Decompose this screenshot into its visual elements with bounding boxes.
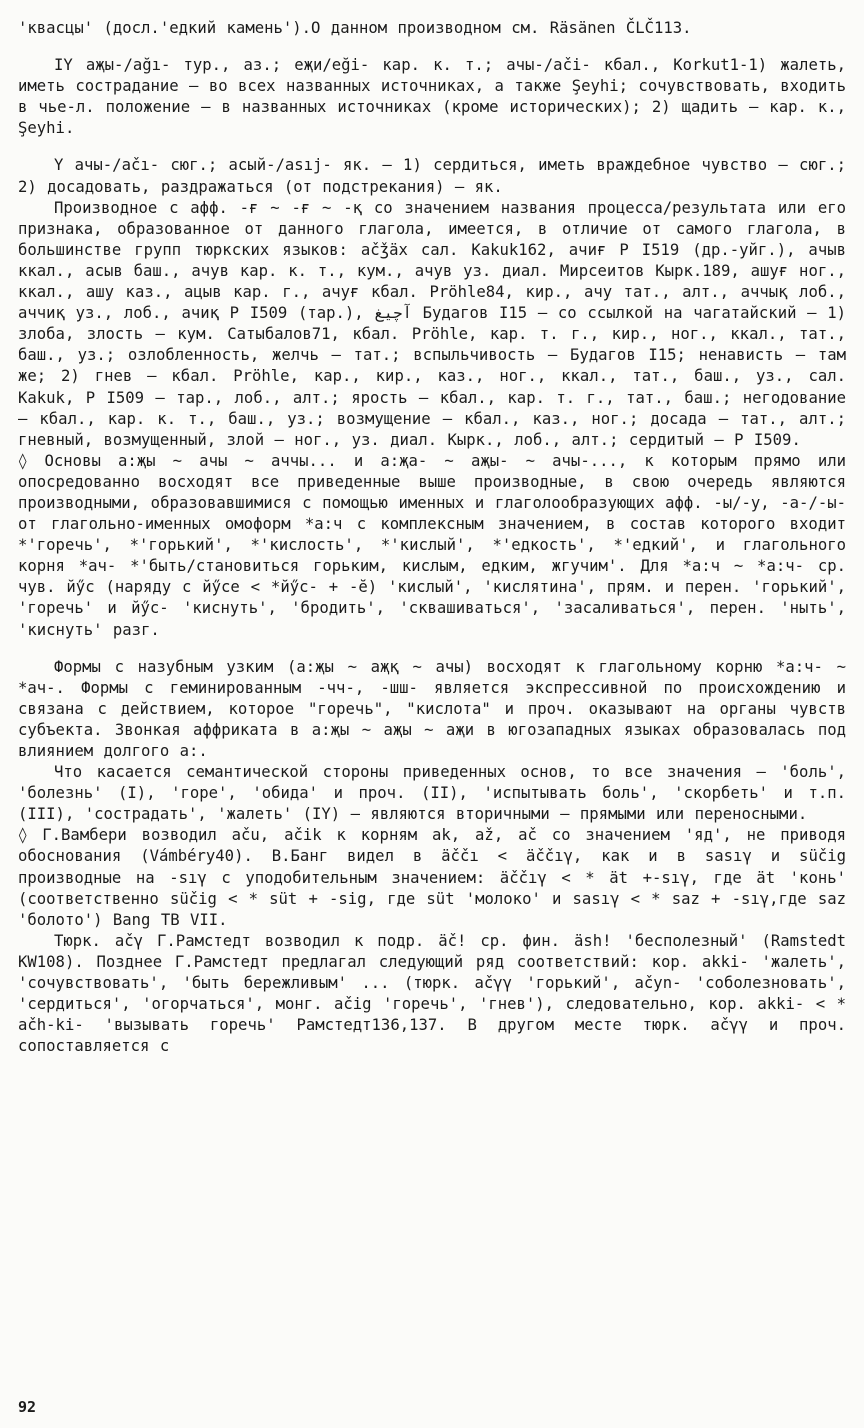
document-body — [18, 18, 846, 1057]
paragraph: Тюрк. ačγ Г.Рамстедт возводил к подр. äč! ср. фин. äsh! 'бесполезный' (Ramstedt KW108). Позднее Г.Рамстедт предлагал следующий ряд соответствий: кор. akki- 'жалеть', 'сочувствовать', 'быть бережливым' ... (тюрк. ačγγ 'горький', ačyn- 'соболезновать', 'сердиться', 'огорчаться', монг. ačig 'горечь', 'гнев'), следовательно, кор. akki- < * ačh-ki- 'вызывать горечь' Рамстедт136,137. В другом месте тюрк. ačγγ и проч. сопоставляется с — [18, 931, 846, 1056]
paragraph: Формы с назубным узким (а:җы ~ аҗқ ~ ачы) восходят к глагольному корню *а:ч- ~ *ач-. Формы с геминированным -чч-, -шш- является экспрессивной по происхождению и связана с действием, которое "горечь", "кислота" и проч. оказывают на органы чувств субъекта. Звонкая аффриката в а:җы ~ аҗы ~ аҗи в югозападных языках образовалась под влиянием долгого а:. — [18, 657, 846, 760]
paragraph: ◊ Основы а:җы ~ ачы ~ аччы... и а:җа- ~ аҗы- ~ ачы-..., к которым прямо или опосредованно восходят все приведенные выше производные, в свою очередь являются производными, образовавшимися с помощью именных и глаголообразующих афф. -ы/-у, -а-/-ы- от глагольно-именных омоформ *а:ч с комплексным значением, в состав которого входит *'горечь', *'горький', *'кислость', *'кислый', *'едкость', *'едкий', и глагольного корня *ач- *'быть/становиться горьким, кислым, едким, жгучим'. Для *а:ч ~ *а:ч- ср. чув. йӳс (наряду с йӳсе < *йӳс- + -ӗ) 'кислый', 'кислятина', прям. и перен. 'горький', 'горечь' и йӳс- 'киснуть', 'бродить', 'сквашиваться', 'засаливаться', перен. 'ныть', 'киснуть' разг. — [18, 451, 846, 639]
paragraph: Что касается семантической стороны приведенных основ, то все значения – 'боль', 'болезнь' (I), 'горе', 'обида' и проч. (II), 'испытывать боль', 'скорбеть' и т.п. (III), 'сострадать', 'жалеть' (IY) – являются вторичными – прямыми или переносными. — [18, 763, 846, 824]
paragraph: ◊ Г.Вамбери возводил aču, ačik к корням ak, až, ač со значением 'яд', не приводя обоснования (Vámbéry40). В.Банг видел в äččı < äččıγ, как и в sasıγ и süčig производные на -sıγ с уподобительным значением: äččıγ < * ät +-sıγ, где ät 'конь' (соответственно süčig < * süt + -sig, где süt 'молоко' и sasıγ < * saz + -sıγ,где saz 'болото') Bang TB VII. — [18, 826, 846, 929]
page-number: 92 — [18, 1398, 37, 1416]
paragraph: Y ачы-/ačı- сюг.; асый-/asıj- як. – 1) сердиться, иметь враждебное чувство – сюг.; 2) досадовать, раздражаться (от подстрекания) – як. — [18, 156, 846, 196]
paragraph: 'квасцы' (досл.'едкий камень').О данном производном см. Räsänen ČLČ113. — [18, 19, 692, 37]
paragraph: IY аҗы-/ağı- тур., аз.; еҗи/eği- кар. к. т.; ачы-/ači- кбал., Korkut1-1) жалеть, иметь сострадание – во всех названных источниках, а также Şeyhi; сочувствовать, входить в чье-л. положение – в названных источниках (кроме исторических); 2) щадить – кар. к., Şeyhi. — [18, 56, 846, 138]
paragraph: Производное с афф. -ғ ~ -ғ ~ -қ со значением названия процесса/результата или его признака, образованное от данного глагола, имеется, в отличие от самого глагола, в большинстве групп тюркских языков: ačǯäx сал. Kakuk162, ачиғ Р I519 (др.-уйг.), ачыв ккал., асыв баш., ачув кар. к. т., кум., ачув уз. диал. Мирсеитов Кырк.189, ашуғ ног., ккал., ашу каз., ацыв кар. г., ачуғ кбал. Pröhle84, кир., ачу тат., алт., аччық лоб., аччиқ уз., лоб., ачиқ Р I509 (тар.), آچيغ Будагов I15 – со ссылкой на чагатайский – 1) злоба, злость – кум. Сатыбалов71, кбал. Pröhle, кар. т. г., кир., ног., ккал., тат., баш., уз.; озлобленность, желчь – тат.; вспыльчивость – Будагов I15; ненависть – там же; 2) гнев – кбал. Pröhle, кар., кир., каз., ног., ккал., тат., баш., уз., сал. Kakuk, Р I509 – тар., лоб., алт.; ярость – кбал., кар. т. г., тат., баш.; негодование – кбал., кар. к. т., баш., уз.; возмущение – кбал., каз., ног.; досада – тат., алт.; гневный, возмущенный, злой – ног., уз. диал. Кырк., лоб., алт.; сердитый – Р I509. — [18, 198, 846, 449]
